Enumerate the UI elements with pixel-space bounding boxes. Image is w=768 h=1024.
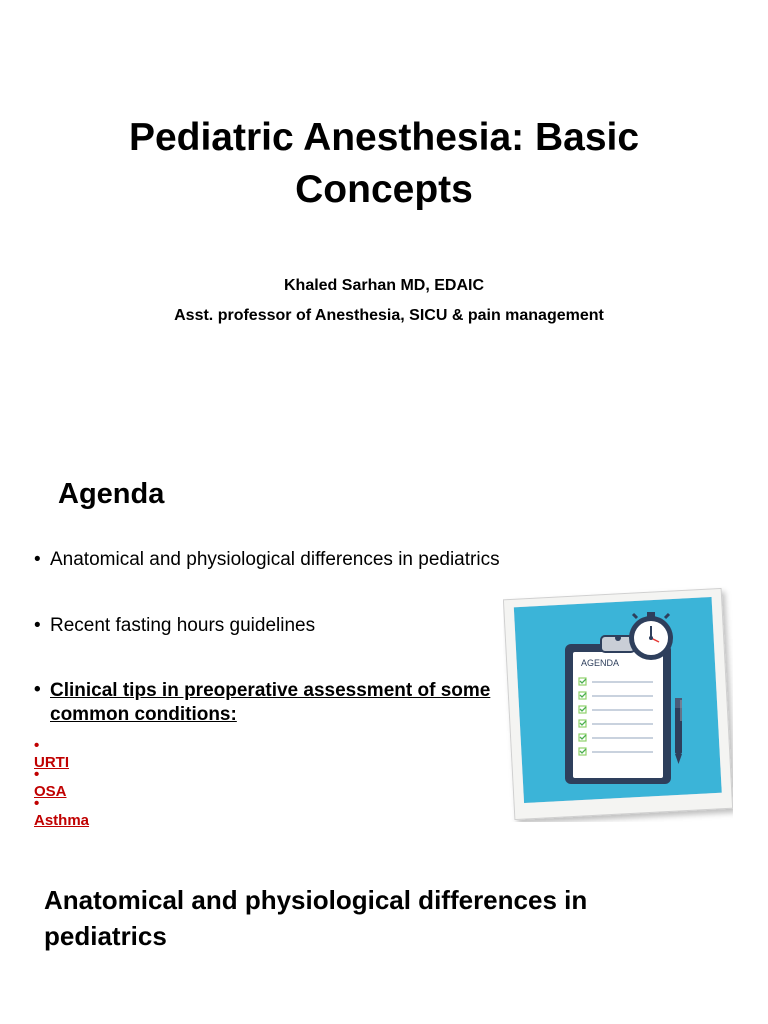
bullet: •: [34, 679, 41, 700]
agenda-item: [34, 679, 500, 727]
author-affiliation: Asst. professor of Anesthesia, SICU & pain management: [174, 307, 604, 324]
agenda-item-text: Anatomical and physiological differences in pediatrics: [50, 549, 500, 570]
author-name: Khaled Sarhan MD, EDAIC: [283, 277, 485, 294]
presentation-title: Pediatric Anesthesia: Basic Concepts: [128, 116, 640, 211]
section-heading: Anatomical and physiological differences in pediatrics: [44, 885, 588, 951]
clipboard-label: AGENDA: [581, 658, 620, 668]
agenda-sub-item-text: URTI: [34, 754, 69, 771]
bullet: •: [34, 737, 40, 754]
bullet: •: [34, 549, 41, 570]
agenda-item: [34, 549, 500, 571]
agenda-item-text: Clinical tips in preoperative assessment of some common conditions:: [50, 680, 491, 725]
agenda-heading: Agenda: [58, 478, 165, 510]
agenda-sub-item-text: Asthma: [34, 812, 90, 829]
agenda-sub-item: [34, 795, 89, 829]
agenda-item-text: Recent fasting hours guidelines: [50, 615, 316, 636]
agenda-item: [34, 615, 315, 637]
bullet: •: [34, 795, 40, 812]
bullet: •: [34, 615, 41, 636]
bullet: •: [34, 766, 40, 783]
agenda-sub-item-text: OSA: [34, 783, 67, 800]
title-slide: [0, 0, 768, 440]
agenda-clipboard-icon: [503, 586, 733, 822]
pen-icon: [675, 698, 682, 764]
